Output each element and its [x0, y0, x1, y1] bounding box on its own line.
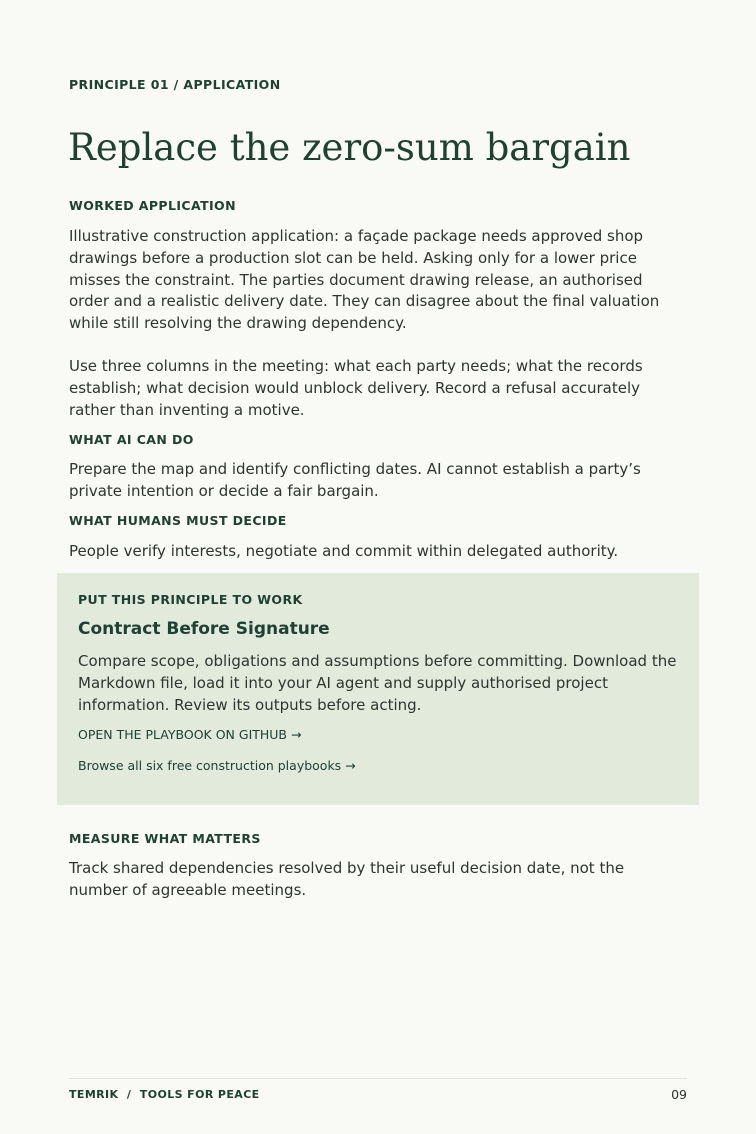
footer-brand: TEMRIK / TOOLS FOR PEACE — [69, 1088, 260, 1101]
callout-body: Compare scope, obligations and assumptions before committing. Download the Markdown file, load it into your AI agent and supply authorised project information. Review its outputs before acting. — [78, 652, 677, 714]
worked-application-paragraph-2: Use three columns in the meeting: what each party needs; what the records establish; what decision would unblock delivery. Record a refusal accurately rather than inventing a motive. — [69, 357, 643, 419]
worked-application-paragraph-1: Illustrative construction application: a façade package needs approved shop drawings before a production slot can be held. Asking only for a lower price misses the constraint. The parties document drawing release, an authorised order and a realistic delivery date. They can disagree about the final valuation while still resolving the drawing dependency. — [69, 227, 660, 333]
callout-title: Contract Before Signature — [78, 619, 330, 639]
ai-can-do-text: Prepare the map and identify conflicting dates. AI cannot establish a party’s private intention or decide a fair bargain. — [69, 460, 641, 500]
humans-decide-text: People verify interests, negotiate and commit within delegated authority. — [69, 542, 619, 560]
ai-can-do-label: WHAT AI CAN DO — [69, 432, 194, 447]
page-number: 09 — [671, 1087, 687, 1102]
callout-label: PUT THIS PRINCIPLE TO WORK — [78, 592, 303, 607]
principle-eyebrow: PRINCIPLE 01 / APPLICATION — [69, 77, 281, 92]
open-playbook-github-link[interactable]: OPEN THE PLAYBOOK ON GITHUB → — [78, 727, 302, 742]
worked-application-label: WORKED APPLICATION — [69, 198, 236, 213]
page-title: Replace the zero-sum bargain — [68, 126, 631, 169]
playbook-callout — [57, 573, 699, 805]
browse-playbooks-link[interactable]: Browse all six free construction playbooks → — [78, 758, 356, 773]
footer-divider — [69, 1078, 687, 1079]
measure-text: Track shared dependencies resolved by their useful decision date, not the number of agreeable meetings. — [69, 859, 625, 899]
humans-decide-label: WHAT HUMANS MUST DECIDE — [69, 513, 287, 528]
measure-label: MEASURE WHAT MATTERS — [69, 831, 261, 846]
